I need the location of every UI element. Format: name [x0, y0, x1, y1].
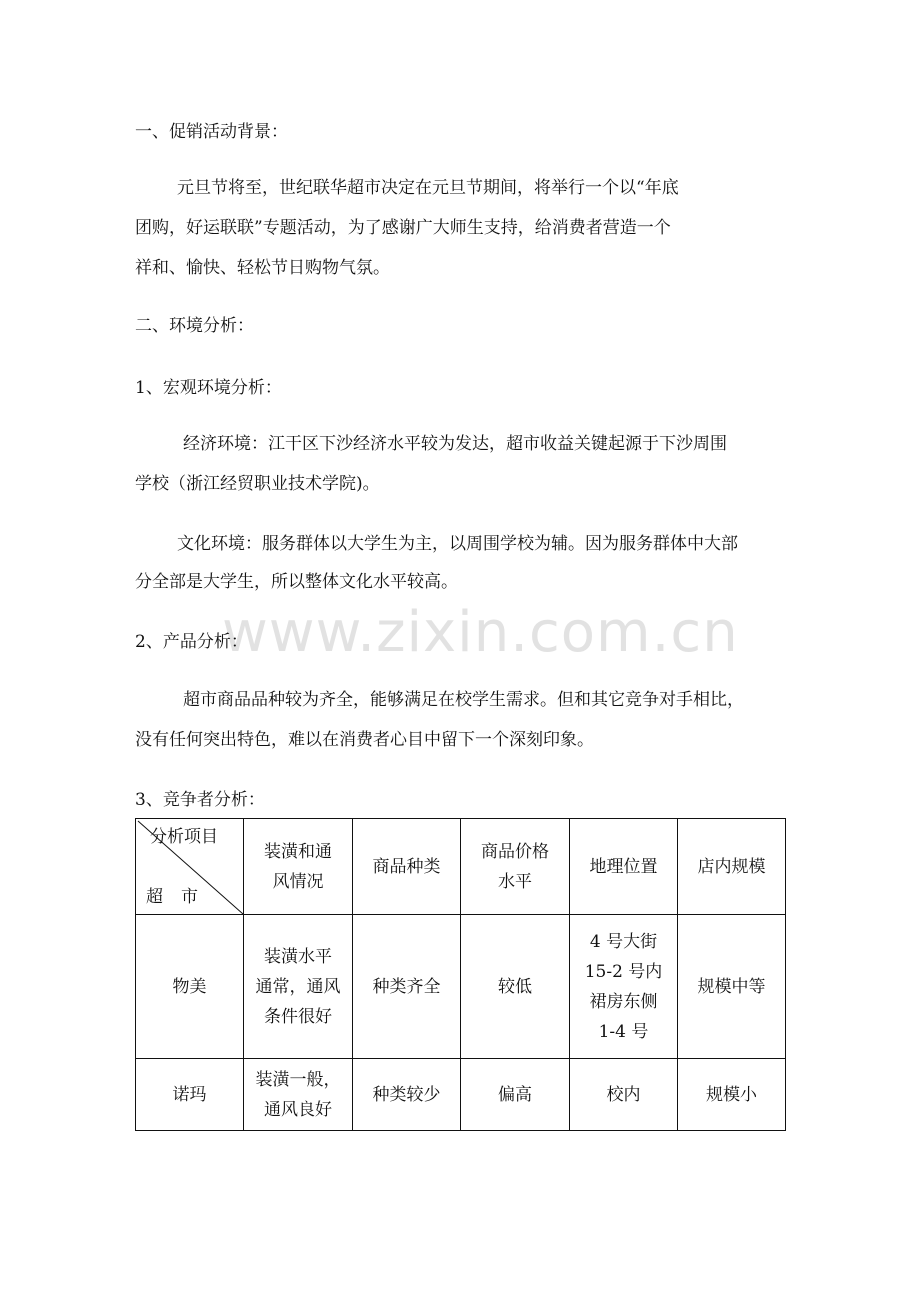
row-name-wumart: 物美 — [136, 915, 244, 1059]
row-cell-price: 偏高 — [461, 1059, 570, 1131]
header-decoration: 装潢和通 风情况 — [244, 819, 353, 915]
table-row — [136, 915, 786, 1059]
row-cell-decoration: 装潢一般， 通风良好 — [244, 1059, 353, 1131]
product-line-1: 超市商品品种较为齐全，能够满足在校学生需求。但和其它竞争对手相比， — [183, 690, 744, 710]
watermark: www.zixin.com.cn — [222, 600, 739, 665]
background-line-2: 团购，好运联联”专题活动，为了感谢广大师生支持，给消费者营造一个 — [135, 218, 671, 238]
row-cell-variety: 种类较少 — [353, 1059, 461, 1131]
background-line-1: 元旦节将至，世纪联华超市决定在元旦节期间，将举行一个以“年底 — [177, 178, 679, 198]
heading-background: 一、促销活动背景： — [135, 122, 288, 142]
row-cell-price: 较低 — [461, 915, 570, 1059]
economy-line-1: 经济环境：江干区下沙经济水平较为发达，超市收益关键起源于下沙周围 — [183, 434, 727, 454]
heading-product-analysis: 2、产品分析： — [135, 632, 248, 652]
culture-line-2: 分全部是大学生，所以整体文化水平较高。 — [135, 572, 458, 592]
heading-macro-environment: 1、宏观环境分析： — [135, 378, 282, 398]
header-price-level: 商品价格 水平 — [461, 819, 570, 915]
header-location: 地理位置 — [570, 819, 678, 915]
row-cell-decoration: 装潢水平 通常，通风 条件很好 — [244, 915, 353, 1059]
heading-environment: 二、环境分析： — [135, 316, 254, 336]
culture-line-1: 文化环境：服务群体以大学生为主，以周围学校为辅。因为服务群体中大部 — [177, 534, 738, 554]
row-cell-size: 规模中等 — [678, 915, 786, 1059]
product-line-2: 没有任何突出特色，难以在消费者心目中留下一个深刻印象。 — [135, 730, 594, 750]
header-store-size: 店内规模 — [678, 819, 786, 915]
row-cell-variety: 种类齐全 — [353, 915, 461, 1059]
row-cell-location: 4 号大街 15-2 号内 裙房东侧 1-4 号 — [570, 915, 678, 1059]
row-cell-location: 校内 — [570, 1059, 678, 1131]
table-row — [136, 1059, 786, 1131]
table-header-row — [136, 819, 786, 915]
background-line-3: 祥和、愉快、轻松节日购物气氛。 — [135, 258, 390, 278]
corner-label-items: 分析项目 — [150, 827, 218, 847]
row-name-nuoma: 诺玛 — [136, 1059, 244, 1131]
row-cell-size: 规模小 — [678, 1059, 786, 1131]
header-product-variety: 商品种类 — [353, 819, 461, 915]
competitor-table — [135, 818, 786, 1131]
table-corner-cell — [136, 819, 244, 915]
economy-line-2: 学校（浙江经贸职业技术学院)。 — [135, 474, 380, 494]
corner-label-supermarket: 超市 — [146, 887, 216, 907]
heading-competitor-analysis: 3、竞争者分析： — [135, 790, 265, 810]
